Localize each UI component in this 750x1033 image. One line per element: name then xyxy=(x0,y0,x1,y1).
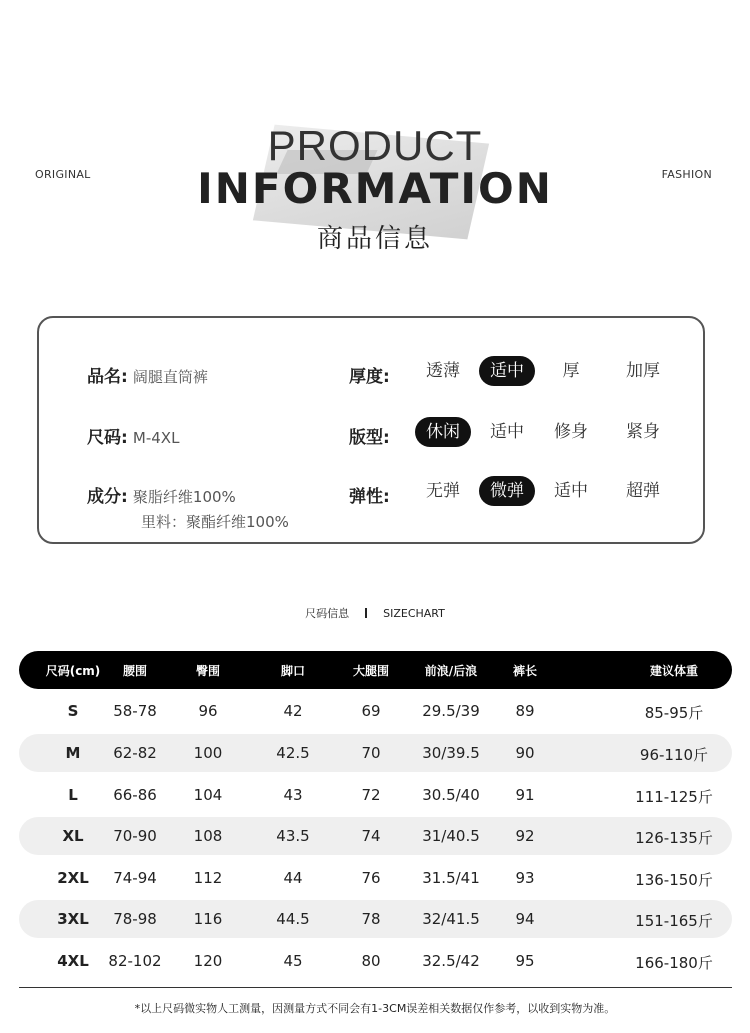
table-cell: 100 xyxy=(193,744,223,762)
table-cell: 74 xyxy=(361,827,381,845)
product-info-box xyxy=(37,316,705,544)
thickness-label-wrap xyxy=(349,362,390,387)
table-cell: 42.5 xyxy=(276,744,310,762)
table-cell: 32.5/42 xyxy=(422,952,480,970)
table-cell: 32/41.5 xyxy=(422,910,480,928)
table-cell: 2XL xyxy=(57,869,89,887)
fit-option-casual: 休闲 xyxy=(415,417,471,447)
table-cell: M xyxy=(65,744,81,762)
table-cell: S xyxy=(67,702,79,720)
size-label: 尺码: xyxy=(87,428,128,448)
table-cell: 136-150斤 xyxy=(635,871,713,889)
table-cell: 72 xyxy=(361,786,381,804)
fit-option-tight: 紧身 xyxy=(626,422,660,442)
material-label: 成分: xyxy=(87,487,128,507)
column-header: 建议体重 xyxy=(649,664,698,678)
table-row xyxy=(19,942,732,980)
elasticity-label-wrap xyxy=(349,482,390,507)
table-cell: 126-135斤 xyxy=(635,829,713,847)
table-cell: 108 xyxy=(193,827,223,845)
lining-row xyxy=(141,511,289,532)
title-block xyxy=(0,110,750,260)
table-cell: 166-180斤 xyxy=(635,954,713,972)
column-header: 尺码(cm) xyxy=(45,664,101,678)
table-cell: 116 xyxy=(193,910,223,928)
elasticity-option-medium: 适中 xyxy=(554,481,588,501)
column-header: 脚口 xyxy=(280,664,305,678)
table-cell: 43.5 xyxy=(276,827,310,845)
table-cell: 42 xyxy=(283,702,303,720)
size-table-header xyxy=(19,651,732,689)
table-cell: 58-78 xyxy=(113,702,157,720)
table-cell: 66-86 xyxy=(113,786,157,804)
elasticity-option-slight: 微弹 xyxy=(479,476,535,506)
fit-option-slim: 修身 xyxy=(554,422,588,442)
table-cell: 76 xyxy=(361,869,381,887)
table-row xyxy=(19,900,732,938)
table-cell: 70-90 xyxy=(113,827,157,845)
table-cell: 30/39.5 xyxy=(422,744,480,762)
table-cell: 78-98 xyxy=(113,910,157,928)
fit-label-wrap xyxy=(349,423,390,448)
thickness-option-thin: 透薄 xyxy=(426,361,460,381)
table-cell: 43 xyxy=(283,786,303,804)
column-header: 腰围 xyxy=(122,664,147,678)
size-row xyxy=(87,423,179,448)
table-cell: 120 xyxy=(193,952,223,970)
title-separator xyxy=(365,608,367,618)
material-value: 聚脂纤维100% xyxy=(132,488,236,506)
table-cell: 85-95斤 xyxy=(644,704,704,722)
table-row xyxy=(19,859,732,897)
table-cell: 74-94 xyxy=(113,869,157,887)
table-cell: 92 xyxy=(515,827,535,845)
column-header: 裤长 xyxy=(512,664,537,678)
table-cell: 93 xyxy=(515,869,535,887)
fashion-tag: FASHION xyxy=(661,168,712,181)
table-cell: 111-125斤 xyxy=(635,788,713,806)
table-cell: 44.5 xyxy=(276,910,310,928)
table-cell: 96 xyxy=(198,702,218,720)
column-header: 臀围 xyxy=(195,664,220,678)
size-chart-title xyxy=(0,605,750,621)
table-cell: 112 xyxy=(193,869,223,887)
table-cell: 44 xyxy=(283,869,303,887)
size-chart-title-en: SIZECHART xyxy=(383,607,445,620)
table-row xyxy=(19,817,732,855)
measurement-footnote: *以上尺码微实物人工测量，因测量方式不同会有1-3CM误差相关数据仅作参考，以收到实物为准。 xyxy=(134,1002,616,1015)
size-value: M-4XL xyxy=(132,429,180,447)
table-row xyxy=(19,776,732,814)
table-cell: XL xyxy=(62,827,84,845)
title-information: INFORMATION xyxy=(197,164,553,213)
fit-label: 版型: xyxy=(349,428,390,448)
table-cell: 45 xyxy=(283,952,303,970)
table-cell: 82-102 xyxy=(108,952,162,970)
table-cell: 31.5/41 xyxy=(422,869,480,887)
product-name-row xyxy=(87,362,208,387)
original-tag: ORIGINAL xyxy=(35,168,91,181)
table-cell: 94 xyxy=(515,910,535,928)
table-cell: 3XL xyxy=(57,910,89,928)
thickness-label: 厚度: xyxy=(349,367,390,387)
thickness-option-medium: 适中 xyxy=(479,356,535,386)
thickness-option-thick: 厚 xyxy=(562,361,580,381)
thickness-option-extra-thick: 加厚 xyxy=(626,361,660,381)
table-cell: 91 xyxy=(515,786,535,804)
table-cell: L xyxy=(68,786,78,804)
table-cell: 96-110斤 xyxy=(639,746,709,764)
table-cell: 95 xyxy=(515,952,535,970)
table-cell: 30.5/40 xyxy=(422,786,480,804)
elasticity-label: 弹性: xyxy=(349,487,390,507)
table-cell: 69 xyxy=(361,702,381,720)
size-chart-title-cn: 尺码信息 xyxy=(305,607,350,620)
footer-divider xyxy=(19,987,732,988)
title-chinese: 商品信息 xyxy=(316,224,433,254)
fit-option-regular: 适中 xyxy=(490,422,524,442)
table-row xyxy=(19,692,732,730)
column-header: 大腿围 xyxy=(352,664,389,678)
table-cell: 90 xyxy=(515,744,535,762)
table-cell: 62-82 xyxy=(113,744,157,762)
product-name-label: 品名: xyxy=(87,367,128,387)
table-cell: 78 xyxy=(361,910,381,928)
title-product: PRODUCT xyxy=(267,122,483,169)
table-cell: 104 xyxy=(193,786,223,804)
column-header: 前浪/后浪 xyxy=(424,664,478,678)
product-name-value: 阔腿直筒裤 xyxy=(132,368,208,386)
table-cell: 4XL xyxy=(57,952,89,970)
table-cell: 70 xyxy=(361,744,381,762)
table-cell: 29.5/39 xyxy=(422,702,480,720)
table-cell: 151-165斤 xyxy=(635,912,713,930)
table-cell: 80 xyxy=(361,952,381,970)
table-cell: 31/40.5 xyxy=(422,827,480,845)
table-cell: 89 xyxy=(515,702,535,720)
material-row xyxy=(87,482,236,507)
elasticity-option-super: 超弹 xyxy=(626,481,660,501)
table-row xyxy=(19,734,732,772)
elasticity-option-none: 无弹 xyxy=(426,481,460,501)
lining-value: 里料：聚酯纤维100% xyxy=(141,513,289,531)
